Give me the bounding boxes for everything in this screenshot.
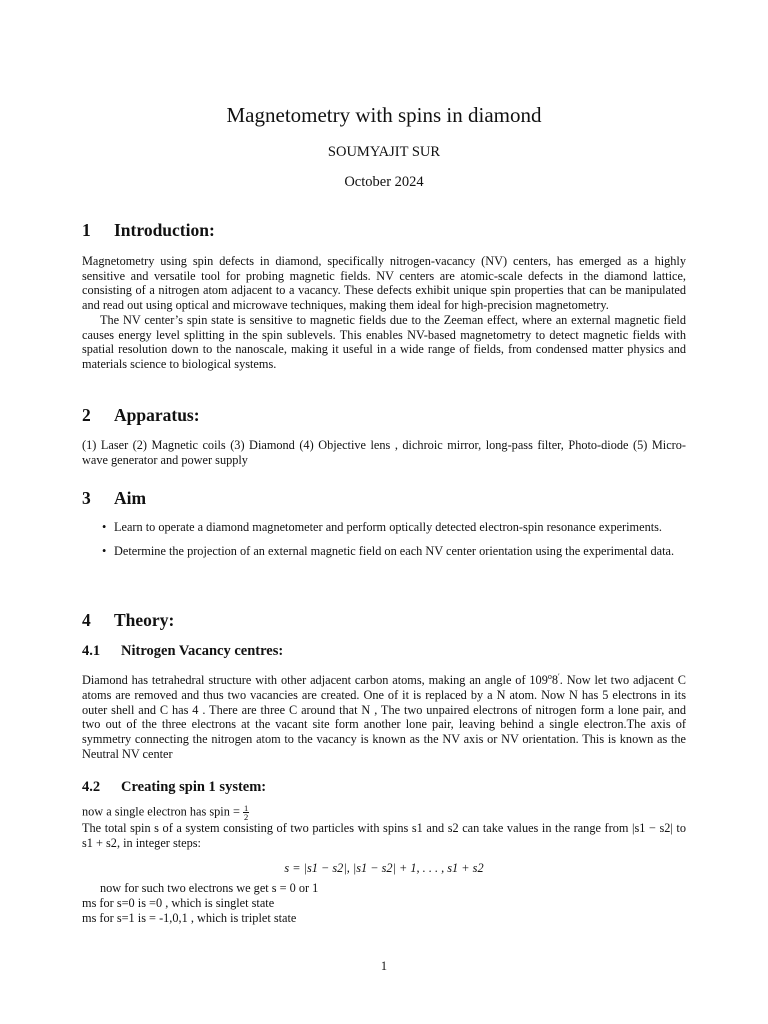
text-run: now a single electron has spin = — [82, 804, 243, 819]
section-title: Apparatus: — [114, 405, 200, 425]
section-apparatus — [82, 404, 686, 467]
bullet-icon: • — [102, 543, 107, 558]
paragraph: ms for s=0 is =0 , which is singlet state — [82, 896, 275, 911]
paragraph: The total spin s of a system consisting of two particles with spins s1 and s2 can take values in the range from |s1 − s2| to s1 + s2, in integer steps: — [82, 821, 686, 851]
section-number: 4 — [82, 610, 91, 630]
aim-list — [82, 520, 686, 558]
subsection-title: Creating spin 1 system: — [121, 779, 267, 796]
subsection-title: Nitrogen Vacancy centres: — [121, 643, 284, 659]
section-heading — [82, 487, 686, 509]
paragraph: Magnetometry using spin defects in diamond, specifically nitrogen-vacancy (NV) centers, has emerged as a highly sensitive and versatile tool for probing magnetic fields. NV centers are atomic-scale defects in the diamond lattice, consisting of a nitrogen atom adjacent to a vacancy. These defects exhibit unique spin properties that can be manipulated and read out using optical and microwave techniques, making them ideal for high-precision magnetometry. — [82, 254, 686, 313]
section-number: 2 — [82, 405, 91, 425]
fraction-denominator: 2 — [243, 812, 249, 823]
subsection-heading — [82, 778, 686, 796]
section-heading — [82, 219, 686, 241]
section-heading — [82, 609, 686, 631]
list-item-text: Learn to operate a diamond magnetometer and perform optically detected electron-spin resonance experiments. — [114, 520, 663, 534]
section-heading — [82, 404, 686, 426]
text-run: . Now let two adjacent C atoms are removed and thus two vacancies are created. One of it is replaced by a N atom. Now N has 5 electrons in its outer shell and C has 4 . There are three C around that N , The two unpaired electrons of nitrogen form a lone pair, and two out of the three electrons at the vacant site form another lone pair, leaving behind a single electron.The axis of symmetry connecting the nitrogen atom to the vacancy is known as the NV axis or NV orientation. This is known as the Neutral NV center — [82, 673, 686, 761]
subsection-number: 4.2 — [82, 779, 101, 796]
bullet-icon: • — [102, 520, 107, 534]
paragraph: (1) Laser (2) Magnetic coils (3) Diamond (4) Objective lens , dichroic mirror, long-pass filter, Photo-diode (5) Micro-wave generator and power supply — [82, 438, 686, 467]
section-title: Aim — [114, 488, 147, 508]
paragraph: The NV center’s spin state is sensitive to magnetic fields due to the Zeeman effect, where an external magnetic field causes energy level splitting in the spin sublevels. This enables NV-based magnetometry to detect magnetic fields with spatial resolution down to the nanoscale, making it useful in a wide range of fields, from condensed matter physics and materials science to biological systems. — [82, 312, 686, 371]
document-title: Magnetometry with spins in diamond — [226, 103, 542, 127]
equation: s = |s1 − s2|, |s1 − s2| + 1, . . . , s1 + s2 — [284, 860, 484, 875]
page-number: 1 — [380, 959, 388, 973]
fraction — [243, 804, 249, 821]
subsection-heading — [82, 642, 686, 660]
list-item — [82, 544, 686, 559]
superscript: o — [547, 672, 552, 681]
text-run: 8 — [551, 673, 559, 688]
section-title: Theory: — [114, 610, 175, 630]
author-name: SOUMYAJIT SUR — [327, 144, 441, 160]
paragraph — [82, 804, 686, 821]
section-aim — [82, 487, 686, 567]
superscript: ′ — [558, 672, 560, 681]
document-date: October 2024 — [344, 174, 424, 190]
fraction-numerator: 1 — [243, 803, 249, 814]
list-item — [82, 520, 686, 535]
paragraph — [82, 670, 686, 761]
section-theory — [82, 609, 686, 926]
section-number: 1 — [82, 220, 91, 240]
section-introduction — [82, 219, 686, 372]
section-title: Introduction: — [114, 220, 215, 240]
title-block — [0, 100, 768, 192]
paragraph: now for such two electrons we get s = 0 or 1 — [100, 881, 319, 896]
subsection-number: 4.1 — [82, 643, 101, 659]
paragraph: ms for s=1 is = -1,0,1 , which is triplet state — [82, 910, 297, 925]
list-item-text: Determine the projection of an external magnetic field on each NV center orientation using the experimental data. — [114, 543, 675, 558]
text-run: Diamond has tetrahedral structure with other adjacent carbon atoms, making an angle of 109 — [82, 673, 548, 688]
section-number: 3 — [82, 488, 91, 508]
